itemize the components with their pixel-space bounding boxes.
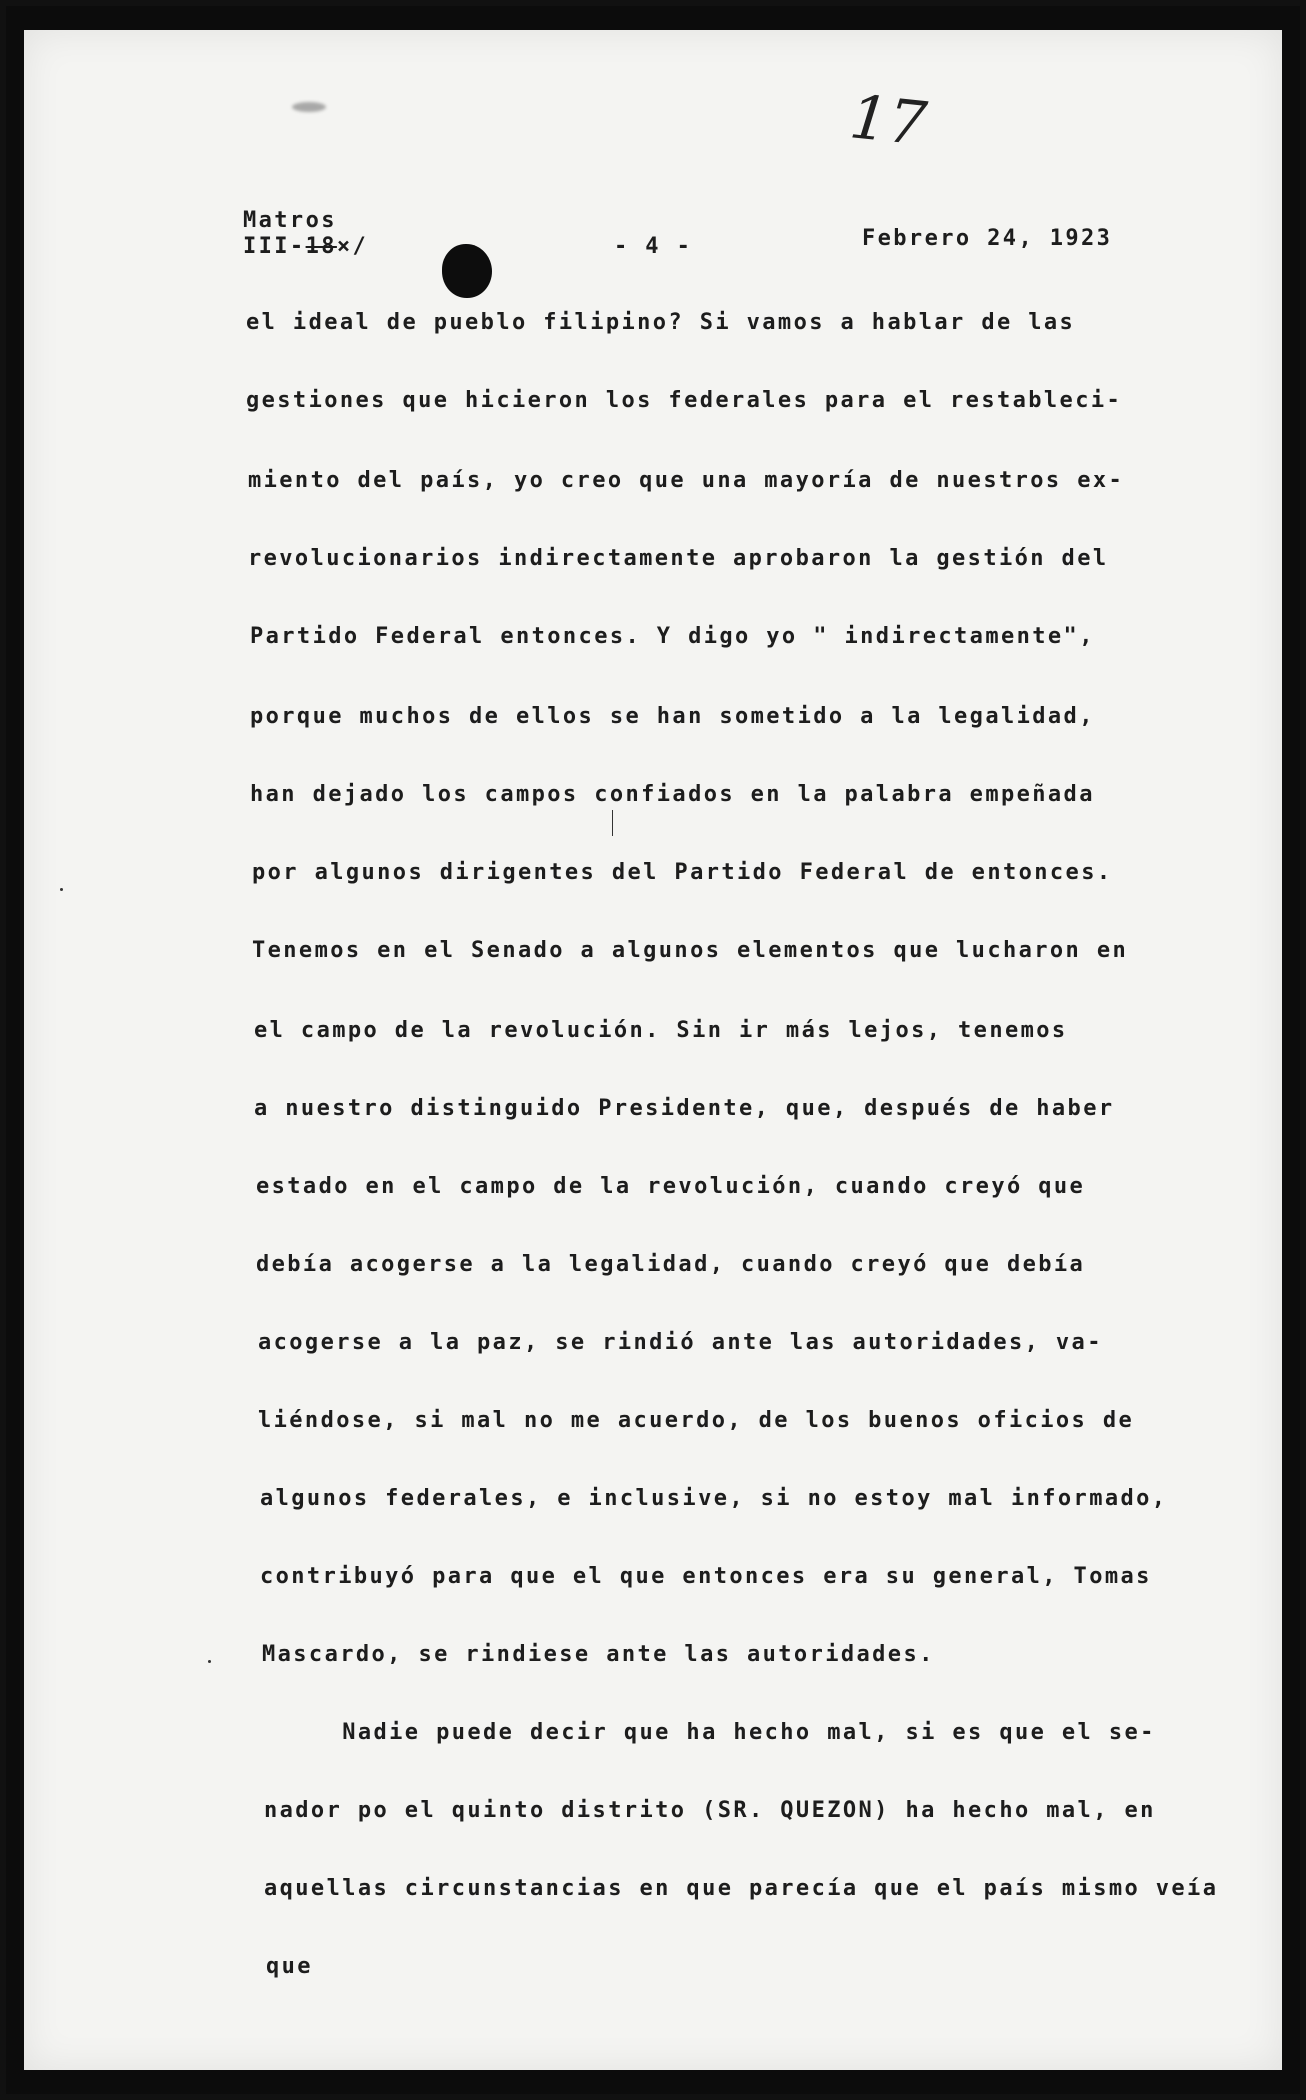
text-line: debía acogerse a la legalidad, cuando creyó que debía xyxy=(256,1252,1086,1277)
text-line: liéndose, si mal no me acuerdo, de los buenos oficios de xyxy=(258,1408,1135,1433)
speck xyxy=(60,888,63,891)
text-line: Nadie puede decir que ha hecho mal, si es que el se- xyxy=(264,1720,1156,1745)
text-line: aquellas circunstancias en que parecía que el país mismo veía xyxy=(264,1876,1219,1901)
ink-smudge xyxy=(292,102,326,112)
text-line: que xyxy=(266,1954,313,1979)
text-line: porque muchos de ellos se han sometido a la legalidad, xyxy=(250,704,1095,729)
pen-mark xyxy=(612,810,613,836)
struck-mark: 18 xyxy=(305,234,337,259)
text-line: revolucionarios indirectamente aprobaron la gestión del xyxy=(248,546,1109,571)
text-line: a nuestro distinguido Presidente, que, después de haber xyxy=(254,1096,1115,1121)
text-line: estado en el campo de la revolución, cuando creyó que xyxy=(256,1174,1086,1199)
header-code: III- xyxy=(243,234,306,259)
header-label-line2 xyxy=(243,234,368,260)
text-line: el ideal de pueblo filipino? Si vamos a hablar de las xyxy=(246,310,1076,335)
text-line: han dejado los campos confiados en la palabra empeñada xyxy=(250,782,1095,807)
text-line: acogerse a la paz, se rindió ante las autoridades, va- xyxy=(258,1330,1103,1355)
header-mark: ×/ xyxy=(336,234,369,259)
handwritten-folio-number: 17 xyxy=(846,82,930,160)
text-line: Tenemos en el Senado a algunos elementos que lucharon en xyxy=(252,938,1129,963)
ink-blot xyxy=(442,244,492,298)
text-line: el campo de la revolución. Sin ir más lejos, tenemos xyxy=(254,1018,1068,1043)
text-line: por algunos dirigentes del Partido Federal de entonces. xyxy=(252,860,1113,885)
text-line: Partido Federal entonces. Y digo yo " indirectamente", xyxy=(250,624,1095,649)
page-number: - 4 - xyxy=(614,234,693,259)
text-line: algunos federales, e inclusive, si no estoy mal informado, xyxy=(260,1486,1168,1511)
text-line: miento del país, yo creo que una mayoría de nuestros ex- xyxy=(248,468,1125,493)
speck xyxy=(208,1660,211,1663)
document-page xyxy=(24,30,1282,2070)
text-line: gestiones que hicieron los federales para el restableci- xyxy=(246,388,1123,413)
document-date: Febrero 24, 1923 xyxy=(862,226,1113,251)
text-line: contribuyó para que el que entonces era su general, Tomas xyxy=(260,1564,1152,1589)
text-line: Mascardo, se rindiese ante las autoridades. xyxy=(262,1642,935,1667)
header-label-line1: Matros xyxy=(243,208,337,233)
text-line: nador po el quinto distrito (SR. QUEZON) ha hecho mal, en xyxy=(264,1798,1156,1823)
